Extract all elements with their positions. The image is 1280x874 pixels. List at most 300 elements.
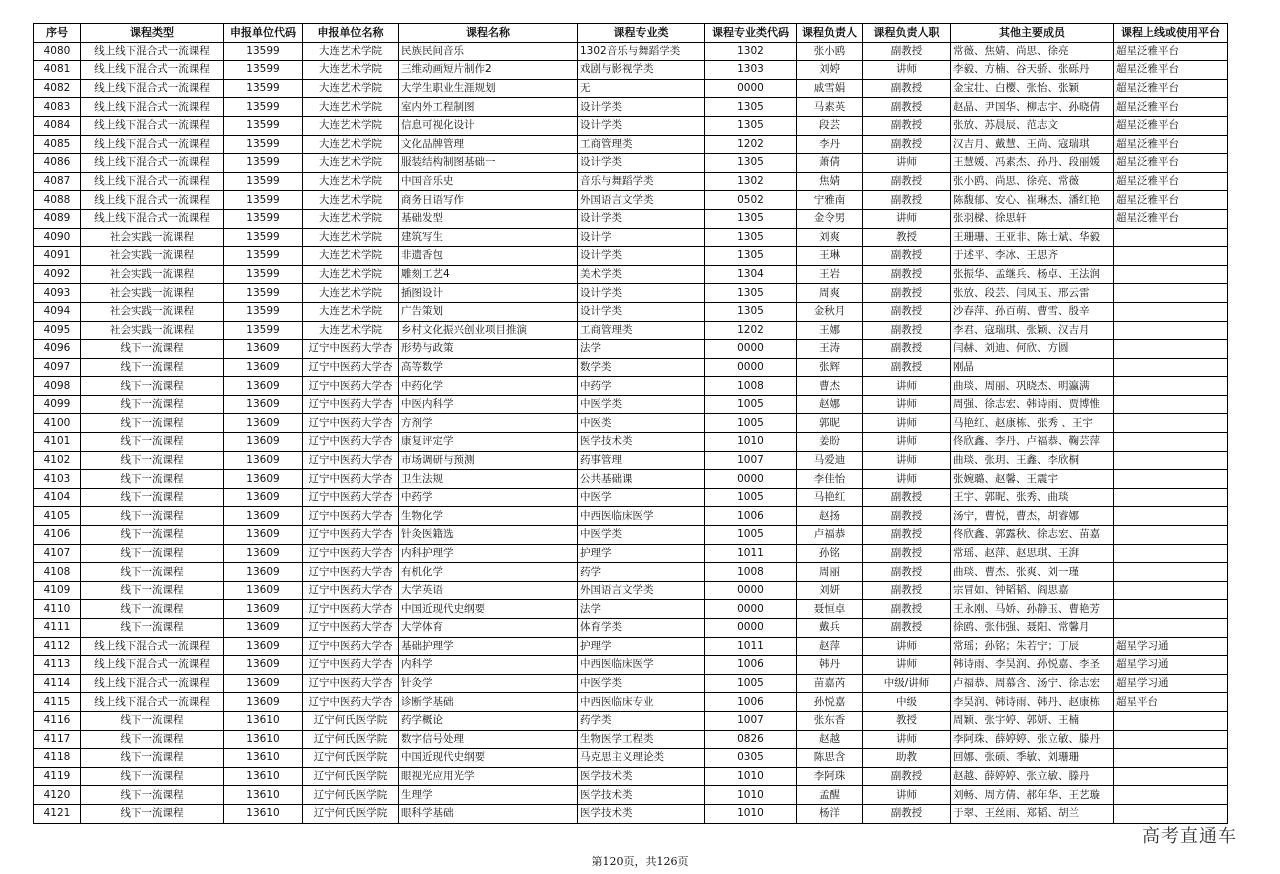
cell-platform: 超星泛雅平台: [1114, 98, 1228, 117]
cell-members: 王永刚、马娇、孙静玉、曹艳芳: [951, 600, 1114, 619]
cell-course-name: 室内外工程制图: [399, 98, 578, 117]
cell-major-code: 1302: [705, 42, 797, 61]
cell-unit-code: 13610: [224, 767, 303, 786]
cell-unit-code: 13599: [224, 154, 303, 173]
cell-index: 4090: [34, 228, 81, 247]
cell-leader: 段芸: [797, 116, 863, 135]
cell-course-type: 线下一流课程: [81, 730, 224, 749]
table-row: [34, 79, 1228, 98]
cell-leader: 孙悦嘉: [797, 693, 863, 712]
cell-platform: [1114, 451, 1228, 470]
cell-unit-name: 辽宁何氏医学院: [303, 786, 399, 805]
table-row: [34, 674, 1228, 693]
cell-major-category: 中西医临床医学: [578, 507, 705, 526]
cell-course-name: 药学概论: [399, 711, 578, 730]
cell-course-type: 线下一流课程: [81, 581, 224, 600]
cell-index: 4091: [34, 247, 81, 266]
cell-platform: 超星泛雅平台: [1114, 61, 1228, 80]
cell-leader-title: 讲师: [863, 154, 951, 173]
cell-members: 陈馥郁、安心、崔琳杰、潘红艳: [951, 191, 1114, 210]
cell-members: 王珊珊、王亚非、陈士斌、华毅: [951, 228, 1114, 247]
cell-platform: [1114, 804, 1228, 823]
cell-major-category: 马克思主义理论类: [578, 749, 705, 768]
cell-leader: 曹杰: [797, 377, 863, 396]
cell-members: 曲琰、周丽、巩晓杰、明瀛满: [951, 377, 1114, 396]
cell-unit-name: 辽宁中医药大学杏: [303, 395, 399, 414]
cell-leader: 赵扬: [797, 507, 863, 526]
cell-major-category: 外国语言文学类: [578, 581, 705, 600]
col-header-platform: 课程上线或使用平台: [1114, 24, 1228, 43]
cell-major-code: 0000: [705, 470, 797, 489]
cell-course-name: 高等数学: [399, 358, 578, 377]
cell-unit-name: 辽宁中医药大学杏: [303, 600, 399, 619]
table-row: [34, 730, 1228, 749]
table-header: [34, 24, 1228, 43]
cell-major-category: 设计学类: [578, 116, 705, 135]
cell-index: 4081: [34, 61, 81, 80]
cell-course-name: 基础护理学: [399, 637, 578, 656]
table-row: [34, 470, 1228, 489]
cell-major-code: 1302: [705, 172, 797, 191]
cell-course-name: 中药学: [399, 488, 578, 507]
table-row: [34, 711, 1228, 730]
cell-members: 王宇、郭昵、张秀、曲琰: [951, 488, 1114, 507]
cell-unit-code: 13599: [224, 302, 303, 321]
cell-major-code: 0000: [705, 600, 797, 619]
cell-unit-code: 13610: [224, 711, 303, 730]
table-row: [34, 507, 1228, 526]
cell-members: 卢福恭、周慕含、汤宁、徐志宏: [951, 674, 1114, 693]
cell-unit-name: 大连艺术学院: [303, 284, 399, 303]
cell-leader: 李阿珠: [797, 767, 863, 786]
cell-leader-title: 教授: [863, 228, 951, 247]
cell-leader-title: 讲师: [863, 786, 951, 805]
cell-unit-name: 辽宁何氏医学院: [303, 711, 399, 730]
cell-major-category: 数学类: [578, 358, 705, 377]
cell-course-type: 线下一流课程: [81, 544, 224, 563]
cell-platform: 超星学习通: [1114, 637, 1228, 656]
cell-course-name: 内科护理学: [399, 544, 578, 563]
cell-platform: [1114, 340, 1228, 359]
cell-course-type: 线下一流课程: [81, 451, 224, 470]
cell-platform: [1114, 488, 1228, 507]
cell-leader-title: 副教授: [863, 581, 951, 600]
table-row: [34, 377, 1228, 396]
cell-leader: 金令男: [797, 209, 863, 228]
cell-index: 4107: [34, 544, 81, 563]
cell-major-category: 中西医临床专业: [578, 693, 705, 712]
cell-leader: 焦婧: [797, 172, 863, 191]
cell-platform: [1114, 526, 1228, 545]
cell-leader-title: 副教授: [863, 116, 951, 135]
cell-course-name: 广告策划: [399, 302, 578, 321]
cell-major-code: 1005: [705, 674, 797, 693]
cell-index: 4085: [34, 135, 81, 154]
cell-unit-code: 13609: [224, 488, 303, 507]
cell-leader-title: 副教授: [863, 302, 951, 321]
cell-unit-name: 大连艺术学院: [303, 265, 399, 284]
cell-course-type: 线上线下混合式一流课程: [81, 61, 224, 80]
table-row: [34, 395, 1228, 414]
cell-unit-code: 13599: [224, 321, 303, 340]
cell-unit-name: 辽宁中医药大学杏: [303, 377, 399, 396]
table-row: [34, 191, 1228, 210]
cell-unit-code: 13609: [224, 693, 303, 712]
table-row: [34, 302, 1228, 321]
cell-leader: 张辉: [797, 358, 863, 377]
table-row: [34, 209, 1228, 228]
cell-course-name: 中国近现代史纲要: [399, 749, 578, 768]
cell-platform: [1114, 730, 1228, 749]
cell-members: 王慧媛、冯素杰、孙丹、段丽媛: [951, 154, 1114, 173]
cell-unit-name: 辽宁何氏医学院: [303, 804, 399, 823]
cell-course-type: 线上线下混合式一流课程: [81, 154, 224, 173]
cell-major-code: 1305: [705, 154, 797, 173]
cell-major-code: 1010: [705, 804, 797, 823]
cell-course-name: 卫生法规: [399, 470, 578, 489]
cell-major-category: 工商管理类: [578, 135, 705, 154]
cell-members: 徐鸥、张伟强、聂阳、常馨月: [951, 619, 1114, 638]
cell-unit-code: 13599: [224, 247, 303, 266]
col-header-leader: 课程负责人: [797, 24, 863, 43]
cell-index: 4080: [34, 42, 81, 61]
table-row: [34, 247, 1228, 266]
table-row: [34, 544, 1228, 563]
cell-index: 4120: [34, 786, 81, 805]
cell-unit-name: 辽宁中医药大学杏: [303, 581, 399, 600]
cell-course-name: 生理学: [399, 786, 578, 805]
cell-major-category: 药学: [578, 563, 705, 582]
cell-unit-code: 13609: [224, 581, 303, 600]
cell-unit-code: 13609: [224, 395, 303, 414]
cell-index: 4111: [34, 619, 81, 638]
cell-unit-code: 13609: [224, 619, 303, 638]
cell-platform: [1114, 284, 1228, 303]
cell-leader: 孙铭: [797, 544, 863, 563]
cell-major-code: 1305: [705, 284, 797, 303]
cell-leader-title: 讲师: [863, 377, 951, 396]
cell-unit-code: 13610: [224, 730, 303, 749]
table-row: [34, 581, 1228, 600]
cell-members: 韩诗雨、李昊润、孙悦嘉、李圣: [951, 656, 1114, 675]
cell-leader-title: 副教授: [863, 563, 951, 582]
cell-platform: 超星泛雅平台: [1114, 42, 1228, 61]
cell-leader-title: 副教授: [863, 600, 951, 619]
cell-unit-code: 13609: [224, 377, 303, 396]
cell-members: 赵晶、尹国华、柳志宇、孙晓倩: [951, 98, 1114, 117]
cell-leader-title: 教授: [863, 711, 951, 730]
cell-members: 于述平、李冰、王思齐: [951, 247, 1114, 266]
cell-members: 张婉璐、赵馨、王震宇: [951, 470, 1114, 489]
cell-major-category: 中医学类: [578, 674, 705, 693]
cell-major-code: 1202: [705, 321, 797, 340]
cell-platform: [1114, 581, 1228, 600]
cell-course-type: 线下一流课程: [81, 786, 224, 805]
cell-index: 4086: [34, 154, 81, 173]
cell-course-name: 建筑写生: [399, 228, 578, 247]
cell-course-type: 线下一流课程: [81, 377, 224, 396]
cell-course-type: 线下一流课程: [81, 563, 224, 582]
cell-leader: 张东香: [797, 711, 863, 730]
cell-platform: [1114, 507, 1228, 526]
cell-major-category: 设计学类: [578, 302, 705, 321]
cell-course-type: 线下一流课程: [81, 749, 224, 768]
cell-course-type: 社会实践一流课程: [81, 284, 224, 303]
cell-course-name: 中医内科学: [399, 395, 578, 414]
cell-course-type: 线上线下混合式一流课程: [81, 98, 224, 117]
cell-major-code: 1011: [705, 544, 797, 563]
col-header-index: 序号: [34, 24, 81, 43]
cell-course-type: 线下一流课程: [81, 767, 224, 786]
cell-major-code: 1008: [705, 377, 797, 396]
cell-course-name: 诊断学基础: [399, 693, 578, 712]
header-row: [34, 24, 1228, 43]
cell-major-category: 中医学类: [578, 395, 705, 414]
cell-members: 赵越、薛婷婷、张立敏、滕丹: [951, 767, 1114, 786]
cell-unit-code: 13609: [224, 674, 303, 693]
cell-leader: 戚雪娟: [797, 79, 863, 98]
table-row: [34, 135, 1228, 154]
cell-major-code: 1202: [705, 135, 797, 154]
cell-course-type: 社会实践一流课程: [81, 228, 224, 247]
col-header-members: 其他主要成员: [951, 24, 1114, 43]
cell-leader-title: 副教授: [863, 488, 951, 507]
table-row: [34, 61, 1228, 80]
table-row: [34, 526, 1228, 545]
cell-leader: 孟醒: [797, 786, 863, 805]
cell-unit-code: 13609: [224, 544, 303, 563]
cell-course-name: 中国近现代史纲要: [399, 600, 578, 619]
cell-major-category: 中医学: [578, 488, 705, 507]
cell-course-name: 内科学: [399, 656, 578, 675]
cell-members: 刘畅、周方倩、郝年华、王艺璇: [951, 786, 1114, 805]
cell-course-name: 插图设计: [399, 284, 578, 303]
cell-index: 4097: [34, 358, 81, 377]
cell-platform: 超星泛雅平台: [1114, 135, 1228, 154]
cell-major-code: 0502: [705, 191, 797, 210]
cell-leader: 王岩: [797, 265, 863, 284]
cell-index: 4083: [34, 98, 81, 117]
cell-unit-code: 13609: [224, 526, 303, 545]
cell-major-code: 1010: [705, 767, 797, 786]
cell-unit-name: 辽宁中医药大学杏: [303, 451, 399, 470]
cell-unit-name: 大连艺术学院: [303, 247, 399, 266]
cell-course-type: 线下一流课程: [81, 804, 224, 823]
cell-course-name: 民族民间音乐: [399, 42, 578, 61]
cell-major-category: 护理学: [578, 637, 705, 656]
cell-course-type: 线上线下混合式一流课程: [81, 656, 224, 675]
table-body: [34, 42, 1228, 823]
cell-unit-code: 13599: [224, 42, 303, 61]
cell-members: 马艳红、赵康栋、张秀 、王宇: [951, 414, 1114, 433]
cell-platform: [1114, 265, 1228, 284]
cell-unit-code: 13599: [224, 135, 303, 154]
cell-index: 4099: [34, 395, 81, 414]
cell-major-code: 1005: [705, 395, 797, 414]
cell-index: 4095: [34, 321, 81, 340]
cell-members: 闫赫、刘迪、何欣、方圆: [951, 340, 1114, 359]
table-row: [34, 637, 1228, 656]
cell-leader-title: 讲师: [863, 209, 951, 228]
cell-major-category: 美术学类: [578, 265, 705, 284]
cell-course-name: 雕刻工艺4: [399, 265, 578, 284]
cell-leader-title: 讲师: [863, 414, 951, 433]
cell-unit-name: 辽宁中医药大学杏: [303, 526, 399, 545]
cell-leader: 马素英: [797, 98, 863, 117]
table-row: [34, 172, 1228, 191]
cell-major-code: 1006: [705, 507, 797, 526]
cell-course-type: 线下一流课程: [81, 395, 224, 414]
cell-major-code: 1006: [705, 693, 797, 712]
cell-leader-title: 副教授: [863, 321, 951, 340]
cell-major-code: 0305: [705, 749, 797, 768]
cell-unit-name: 大连艺术学院: [303, 79, 399, 98]
cell-leader: 杨洋: [797, 804, 863, 823]
cell-major-category: 设计学类: [578, 154, 705, 173]
cell-unit-name: 大连艺术学院: [303, 209, 399, 228]
cell-index: 4110: [34, 600, 81, 619]
cell-leader-title: 讲师: [863, 433, 951, 452]
cell-platform: [1114, 470, 1228, 489]
cell-major-code: 1010: [705, 433, 797, 452]
table-row: [34, 804, 1228, 823]
cell-course-name: 眼视光应用光学: [399, 767, 578, 786]
cell-unit-name: 大连艺术学院: [303, 135, 399, 154]
cell-leader: 王娜: [797, 321, 863, 340]
cell-members: 张振华、孟继兵、杨卓、王法润: [951, 265, 1114, 284]
cell-unit-name: 辽宁中医药大学杏: [303, 358, 399, 377]
cell-unit-name: 辽宁何氏医学院: [303, 730, 399, 749]
cell-leader: 郭昵: [797, 414, 863, 433]
cell-leader-title: 讲师: [863, 470, 951, 489]
cell-index: 4116: [34, 711, 81, 730]
cell-unit-code: 13599: [224, 98, 303, 117]
table-row: [34, 488, 1228, 507]
cell-course-name: 生物化学: [399, 507, 578, 526]
cell-course-name: 信息可视化设计: [399, 116, 578, 135]
cell-major-code: 1006: [705, 656, 797, 675]
cell-members: 周颖、张宇婷、郭妍、王楠: [951, 711, 1114, 730]
cell-course-name: 服装结构制图基础一: [399, 154, 578, 173]
cell-members: 刚晶: [951, 358, 1114, 377]
cell-course-name: 有机化学: [399, 563, 578, 582]
table-row: [34, 98, 1228, 117]
cell-index: 4113: [34, 656, 81, 675]
cell-unit-code: 13599: [224, 79, 303, 98]
cell-unit-code: 13609: [224, 414, 303, 433]
cell-major-code: 1305: [705, 247, 797, 266]
cell-leader-title: 讲师: [863, 61, 951, 80]
cell-leader: 金秋月: [797, 302, 863, 321]
cell-leader-title: 副教授: [863, 98, 951, 117]
cell-leader-title: 副教授: [863, 135, 951, 154]
cell-members: 沙春萍、孙百萌、曹雪、殷辛: [951, 302, 1114, 321]
cell-course-name: 针灸学: [399, 674, 578, 693]
cell-members: 李阿珠、薛婷婷、张立敏、滕丹: [951, 730, 1114, 749]
cell-index: 4102: [34, 451, 81, 470]
cell-unit-code: 13599: [224, 265, 303, 284]
cell-index: 4084: [34, 116, 81, 135]
cell-course-type: 社会实践一流课程: [81, 321, 224, 340]
cell-leader-title: 助教: [863, 749, 951, 768]
cell-platform: [1114, 358, 1228, 377]
cell-major-category: 药事管理: [578, 451, 705, 470]
cell-unit-name: 大连艺术学院: [303, 154, 399, 173]
cell-unit-name: 大连艺术学院: [303, 172, 399, 191]
cell-major-category: 戏剧与影视学类: [578, 61, 705, 80]
cell-course-type: 线上线下混合式一流课程: [81, 42, 224, 61]
cell-leader: 苗嘉芮: [797, 674, 863, 693]
cell-course-type: 线上线下混合式一流课程: [81, 79, 224, 98]
cell-members: 李君、寇瑞琪、张颖、汉吉月: [951, 321, 1114, 340]
table-row: [34, 228, 1228, 247]
cell-leader: 刘婷: [797, 61, 863, 80]
cell-unit-code: 13610: [224, 749, 303, 768]
cell-course-name: 乡村文化振兴创业项目推演: [399, 321, 578, 340]
cell-unit-name: 大连艺术学院: [303, 61, 399, 80]
cell-course-type: 线上线下混合式一流课程: [81, 135, 224, 154]
cell-unit-name: 辽宁中医药大学杏: [303, 693, 399, 712]
table-row: [34, 563, 1228, 582]
cell-major-code: 0000: [705, 619, 797, 638]
cell-index: 4108: [34, 563, 81, 582]
watermark: 高考直通车: [1142, 826, 1237, 847]
cell-leader-title: 副教授: [863, 804, 951, 823]
col-header-course-name: 课程名称: [399, 24, 578, 43]
cell-major-code: 0000: [705, 79, 797, 98]
cell-platform: 超星泛雅平台: [1114, 116, 1228, 135]
cell-course-name: 商务日语写作: [399, 191, 578, 210]
cell-leader: 韩丹: [797, 656, 863, 675]
table-row: [34, 619, 1228, 638]
cell-major-category: 中西医临床医学: [578, 656, 705, 675]
cell-members: 宗冒如、钟韬韬、阎思嘉: [951, 581, 1114, 600]
cell-course-type: 线下一流课程: [81, 526, 224, 545]
cell-index: 4082: [34, 79, 81, 98]
cell-members: 张放、段芸、闫凤玉、邢云雷: [951, 284, 1114, 303]
cell-major-code: 1007: [705, 451, 797, 470]
cell-course-type: 社会实践一流课程: [81, 247, 224, 266]
cell-members: 常瑶；孙铭；朱若宁；丁辰: [951, 637, 1114, 656]
cell-major-category: 药学类: [578, 711, 705, 730]
table-row: [34, 284, 1228, 303]
cell-leader-title: 中级: [863, 693, 951, 712]
cell-members: 李毅、方楠、谷天骄、张砾丹: [951, 61, 1114, 80]
cell-leader: 萧倩: [797, 154, 863, 173]
cell-unit-name: 辽宁何氏医学院: [303, 749, 399, 768]
table-row: [34, 42, 1228, 61]
cell-index: 4096: [34, 340, 81, 359]
cell-major-code: 1005: [705, 488, 797, 507]
cell-platform: [1114, 600, 1228, 619]
cell-index: 4112: [34, 637, 81, 656]
cell-platform: [1114, 433, 1228, 452]
cell-leader-title: 副教授: [863, 42, 951, 61]
cell-major-category: 音乐与舞蹈学类: [578, 172, 705, 191]
cell-course-name: 中药化学: [399, 377, 578, 396]
cell-members: 张羽樑、徐思轩: [951, 209, 1114, 228]
cell-index: 4100: [34, 414, 81, 433]
table-row: [34, 656, 1228, 675]
cell-major-code: 0000: [705, 340, 797, 359]
cell-leader: 赵娜: [797, 395, 863, 414]
table-row: [34, 414, 1228, 433]
cell-course-type: 线上线下混合式一流课程: [81, 637, 224, 656]
cell-course-type: 线下一流课程: [81, 358, 224, 377]
cell-unit-code: 13609: [224, 656, 303, 675]
cell-leader: 李佳怡: [797, 470, 863, 489]
cell-unit-name: 大连艺术学院: [303, 191, 399, 210]
